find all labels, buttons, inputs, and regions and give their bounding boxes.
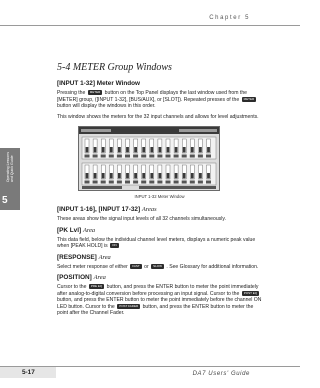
peak-value-field: [198, 181, 203, 184]
peak-value-field: [206, 155, 211, 158]
level-meter-fill: [207, 147, 210, 152]
meter-window-image: [79, 127, 219, 190]
paragraph-text: button, and press the ENTER button to meter the point immediately after analog-to-digital conversion before processing an input signal. Cursor to the: [57, 284, 259, 297]
page-number: 5-17: [22, 369, 35, 376]
peak-value-field: [93, 181, 98, 184]
chapter-header: Chapter 5: [209, 15, 250, 21]
heading-area: Area: [82, 226, 96, 234]
pre-eq-button-glyph: PRE EQ: [90, 284, 103, 289]
level-meter-fill: [199, 147, 202, 152]
post-fader-button-glyph: POST FADER: [119, 303, 139, 308]
peak-value-field: [206, 181, 211, 184]
level-meter-fill: [207, 173, 210, 178]
heading-text: [RESPONSE]: [57, 253, 97, 261]
level-meter-fill: [167, 173, 170, 178]
level-meter-fill: [142, 147, 145, 152]
level-meter-fill: [126, 173, 129, 178]
level-meter-fill: [191, 147, 194, 152]
peak-value-field: [166, 181, 171, 184]
peak-value-field: [190, 181, 195, 184]
level-meter-fill: [118, 147, 121, 152]
level-meter-fill: [110, 147, 113, 152]
level-meter-fill: [159, 147, 162, 152]
section-heading-response: [57, 254, 262, 261]
level-meter-fill: [94, 147, 97, 152]
heading-area: Area: [93, 274, 106, 281]
peak-value-field: [101, 155, 106, 158]
on-button-glyph: ON: [112, 243, 117, 248]
peak-value-field: [141, 155, 146, 158]
level-meter-fill: [167, 147, 170, 152]
level-meter-fill: [150, 147, 153, 152]
intro-text-2: button on the Top Panel displays the last window used from the [METER] group, ([INPUT 1-32], [BUS/AUX], or [SLOT]). Repeated presses of the: [57, 90, 248, 103]
peak-value-field: [141, 181, 146, 184]
peak-value-field: [149, 181, 154, 184]
paragraph-text: or: [144, 263, 149, 270]
intro-text-1: Pressing the: [57, 90, 86, 96]
intro-paragraph-2: This window shows the meters for the 32 input channels and allows for level adjustments.: [57, 113, 259, 120]
response-buttons: [82, 186, 122, 189]
intro-text-3: button will display the windows in this order.: [57, 103, 156, 109]
paragraph-text: . See Glossary for additional information.: [166, 263, 259, 270]
heading-area: Area: [98, 253, 111, 261]
level-meter-fill: [118, 173, 121, 178]
paragraph-text: button, and press the ENTER button to meter the point after the Channel Fader.: [57, 303, 254, 316]
section-heading-input: [57, 206, 262, 213]
peak-value-field: [157, 181, 162, 184]
peak-value-field: [174, 155, 179, 158]
level-meter-fill: [183, 173, 186, 178]
guide-title: DA7 Users' Guide: [192, 371, 250, 377]
level-meter-fill: [199, 173, 202, 178]
section-heading-position: [57, 274, 262, 281]
level-meter-fill: [110, 173, 113, 178]
peak-value-field: [133, 181, 138, 184]
peak-value-field: [190, 155, 195, 158]
fast-button-glyph: FAST: [132, 263, 140, 268]
paragraph-text: button, and press the ENTER button to meter the point immediately before the channel ON LED button. Cursor to the: [57, 297, 262, 310]
page-content: [57, 62, 262, 321]
slow-button-glyph: SLOW: [153, 263, 162, 268]
peak-value-field: [182, 155, 187, 158]
heading-text: [INPUT 1-16], [INPUT 17-32]: [57, 206, 141, 213]
title-block: [179, 129, 217, 132]
level-meter-fill: [183, 147, 186, 152]
level-meter-fill: [175, 147, 178, 152]
meter-window-figure: [78, 126, 220, 191]
peak-value-field: [125, 181, 130, 184]
level-meter-fill: [191, 173, 194, 178]
peak-value-field: [166, 155, 171, 158]
level-meter-fill: [86, 147, 89, 152]
peak-value-field: [149, 155, 154, 158]
peak-value-field: [109, 155, 114, 158]
section-heading-pk-lvl: [57, 227, 262, 234]
level-meter-fill: [126, 147, 129, 152]
peak-value-field: [125, 155, 130, 158]
section-title: 5-4 METER Group Windows: [57, 62, 172, 73]
peak-value-field: [93, 155, 98, 158]
heading-text: [POSITION]: [57, 274, 92, 281]
peak-value-field: [85, 155, 90, 158]
level-meter-fill: [134, 173, 137, 178]
level-meter-fill: [142, 173, 145, 178]
peak-value-field: [174, 181, 179, 184]
title-block: [81, 129, 111, 132]
meter-button-glyph: METER: [243, 96, 255, 101]
level-meter-fill: [159, 173, 162, 178]
level-meter-fill: [175, 173, 178, 178]
paragraph-text: This data field, below the individual channel level meters, displays a numeric peak value when [PEAK HOLD] is: [57, 236, 256, 249]
peak-value-field: [109, 181, 114, 184]
peak-value-field: [198, 155, 203, 158]
section-paragraph-position: [57, 284, 262, 317]
chapter-side-tab: [0, 148, 20, 210]
section-paragraph-pk-lvl: [57, 237, 262, 250]
heading-text: [PK Lvl]: [57, 226, 82, 234]
peak-value-field: [182, 181, 187, 184]
peak-value-field: [133, 155, 138, 158]
level-meter-fill: [86, 173, 89, 178]
heading-area: Areas: [141, 206, 157, 213]
side-tab-number: 5: [2, 195, 8, 206]
level-meter-fill: [94, 173, 97, 178]
peak-value-field: [157, 155, 162, 158]
side-tab-label: Operating Lessons and Quick Guide: [6, 152, 15, 183]
section-paragraph-response: [57, 264, 262, 271]
section-paragraph-input: These areas show the signal input levels of all 32 channels simultaneously.: [57, 216, 226, 222]
position-buttons: [139, 186, 216, 189]
level-meter-fill: [134, 147, 137, 152]
level-meter-fill: [102, 147, 105, 152]
paragraph-text: Select meter response of either: [57, 263, 128, 270]
paragraph-text: Cursor to the: [57, 284, 87, 290]
peak-value-field: [85, 181, 90, 184]
meter-button-glyph: METER: [89, 90, 101, 95]
figure-caption: INPUT 1-32 Meter Window: [134, 194, 185, 199]
level-meter-fill: [102, 173, 105, 178]
level-meter-fill: [150, 173, 153, 178]
peak-value-field: [117, 155, 122, 158]
peak-value-field: [101, 181, 106, 184]
peak-value-field: [117, 181, 122, 184]
intro-paragraph: [57, 90, 262, 110]
post-eq-button-glyph: POST EQ: [243, 290, 258, 295]
intro-heading: [INPUT 1-32] Meter Window: [57, 80, 141, 87]
header-rule: [0, 25, 300, 26]
